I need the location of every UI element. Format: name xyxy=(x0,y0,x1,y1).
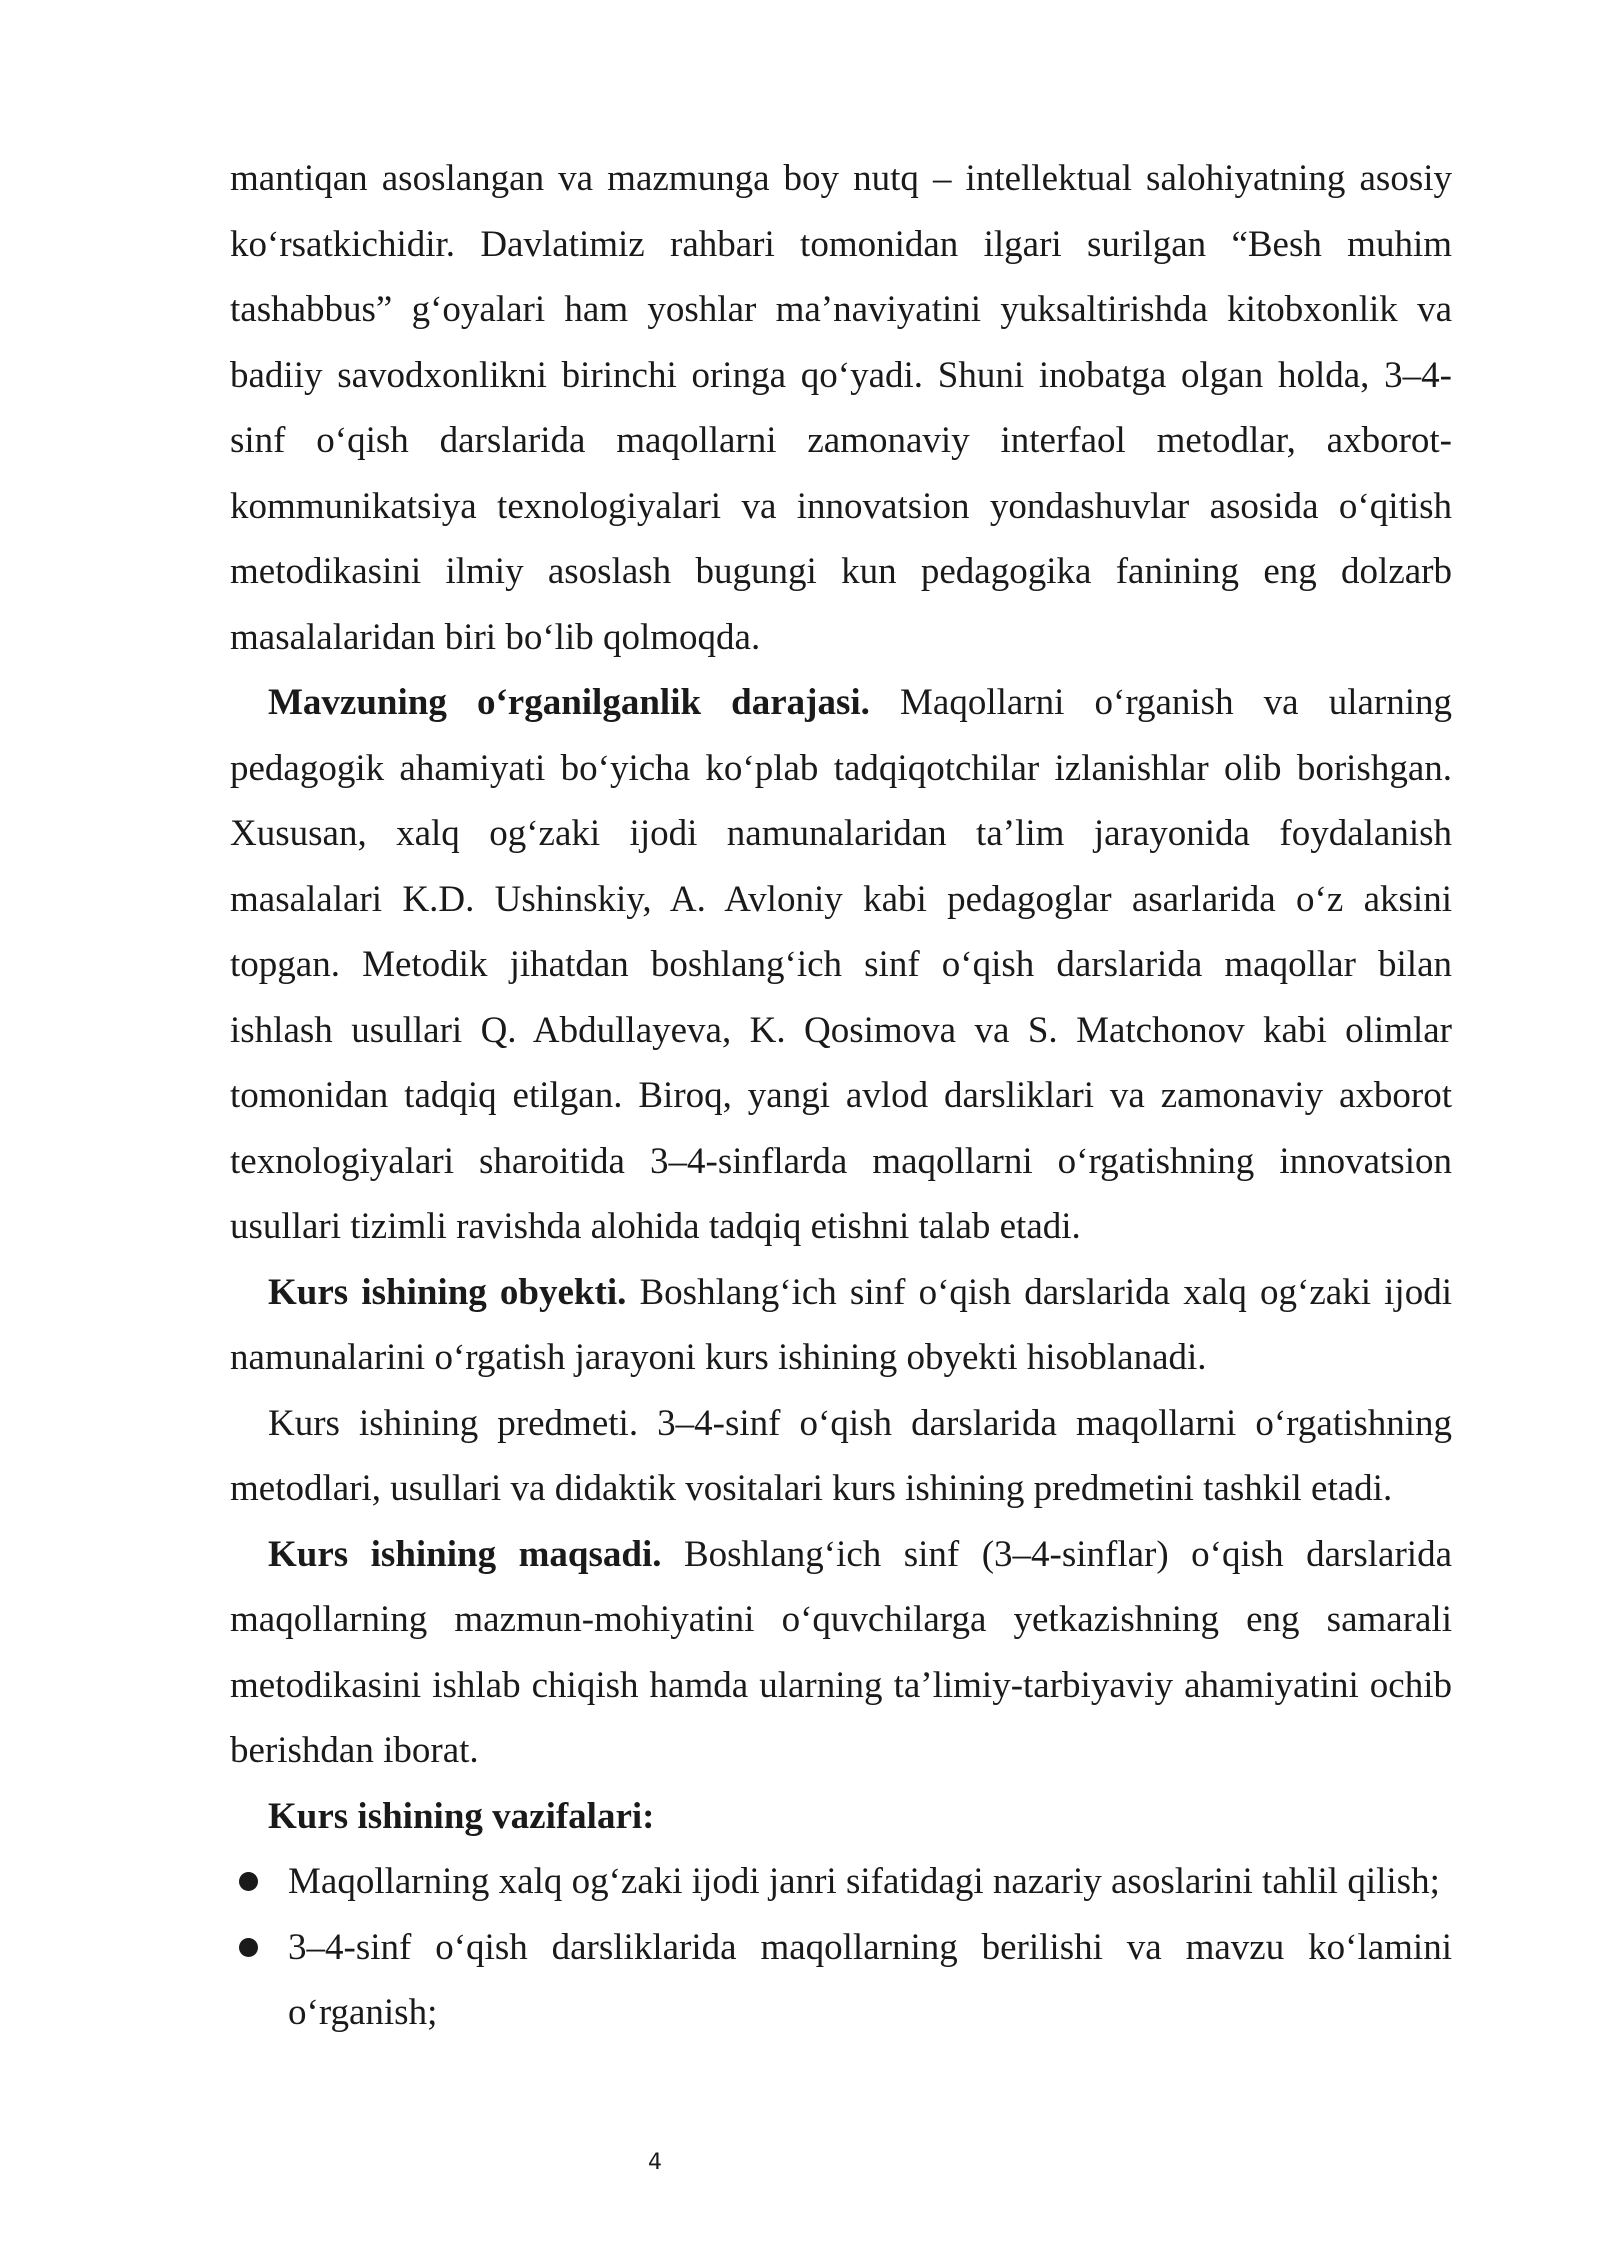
bullet-icon xyxy=(239,1872,258,1891)
bullet-icon xyxy=(239,1938,258,1957)
study-degree-heading: Mavzuning o‘rganilganlik darajasi. xyxy=(268,682,870,723)
study-degree-paragraph xyxy=(230,670,1452,1260)
object-heading: Kurs ishining obyekti. xyxy=(268,1271,627,1313)
goal-text: Boshlang‘ich sinf (3–4-sinflar) o‘qish darslarida maqollarning mazmun-mohiyatini o‘quvchilarga yetkazishning eng samarali metodikasini ishlab chiqish hamda ularning ta’limiy-tarbiyaviy ahamiyatini ochib berishdan iborat. xyxy=(230,1533,1452,1771)
tasks-heading: Kurs ishining vazifalari: xyxy=(268,1795,655,1837)
tasks-heading-paragraph xyxy=(230,1784,1452,1850)
goal-heading: Kurs ishining maqsadi. xyxy=(268,1533,662,1575)
intro-paragraph: mantiqan asoslangan va mazmunga boy nutq – intellektual salohiyatning asosiy ko‘rsatkichidir. Davlatimiz rahbari tomonidan ilgari surilgan “Besh muhim tashabbus” g‘oyalari ham yoshlar ma’naviyatini yuksaltirishda kitobxonlik va badiiy savodxonlikni birinchi oringa qo‘yadi. Shuni inobatga olgan holda, 3–4-sinf o‘qish darslarida maqollarni zamonaviy interfaol metodlar, axborot-kommunikatsiya texnologiyalari va innovatsion yondashuvlar asosida o‘qitish metodikasini ilmiy asoslash bugungi kun pedagogika fanining eng dolzarb masalalaridan biri bo‘lib qolmoqda. xyxy=(230,158,1452,658)
task-text: Maqollarning xalq og‘zaki ijodi janri sifatidagi nazariy asoslarini tahlil qilish; xyxy=(288,1861,1440,1902)
goal-paragraph xyxy=(230,1522,1452,1784)
object-text: Boshlang‘ich sinf o‘qish darslarida xalq og‘zaki ijodi namunalarini o‘rgatish jarayoni kurs ishining obyekti hisoblanadi. xyxy=(230,1271,1452,1378)
page-number: 4 xyxy=(648,2150,662,2175)
list-item xyxy=(230,1915,1452,2046)
list-item xyxy=(230,1849,1452,1915)
subject-paragraph: Kurs ishining predmeti. 3–4-sinf o‘qish darslarida maqollarni o‘rgatishning metodlari, usullari va didaktik vositalari kurs ishining predmetini tashkil etadi. xyxy=(230,1402,1452,1509)
tasks-list xyxy=(230,1849,1452,2046)
study-degree-text: Maqollarni o‘rganish va ularning pedagogik ahamiyati bo‘yicha ko‘plab tadqiqotchilar izlanishlar olib borishgan. Xususan, xalq og‘zaki ijodi namunalaridan ta’lim jarayonida foydalanish masalalari K.D. Ushinskiy, A. Avloniy kabi pedagoglar asarlarida o‘z aksini topgan. Metodik jihatdan boshlang‘ich sinf o‘qish darslarida maqollar bilan ishlash usullari Q. Abdullayeva, K. Qosimova va S. Matchonov kabi olimlar tomonidan tadqiq etilgan. Biroq, yangi avlod darsliklari va zamonaviy axborot texnologiyalari sharoitida 3–4-sinflarda maqollarni o‘rgatishning innovatsion usullari tizimli ravishda alohida tadqiq etishni talab etadi. xyxy=(230,682,1452,1247)
object-paragraph xyxy=(230,1260,1452,1391)
task-text: 3–4-sinf o‘qish darsliklarida maqollarning berilishi va mavzu ko‘lamini o‘rganish; xyxy=(288,1926,1452,2033)
page-body xyxy=(230,146,1452,2046)
